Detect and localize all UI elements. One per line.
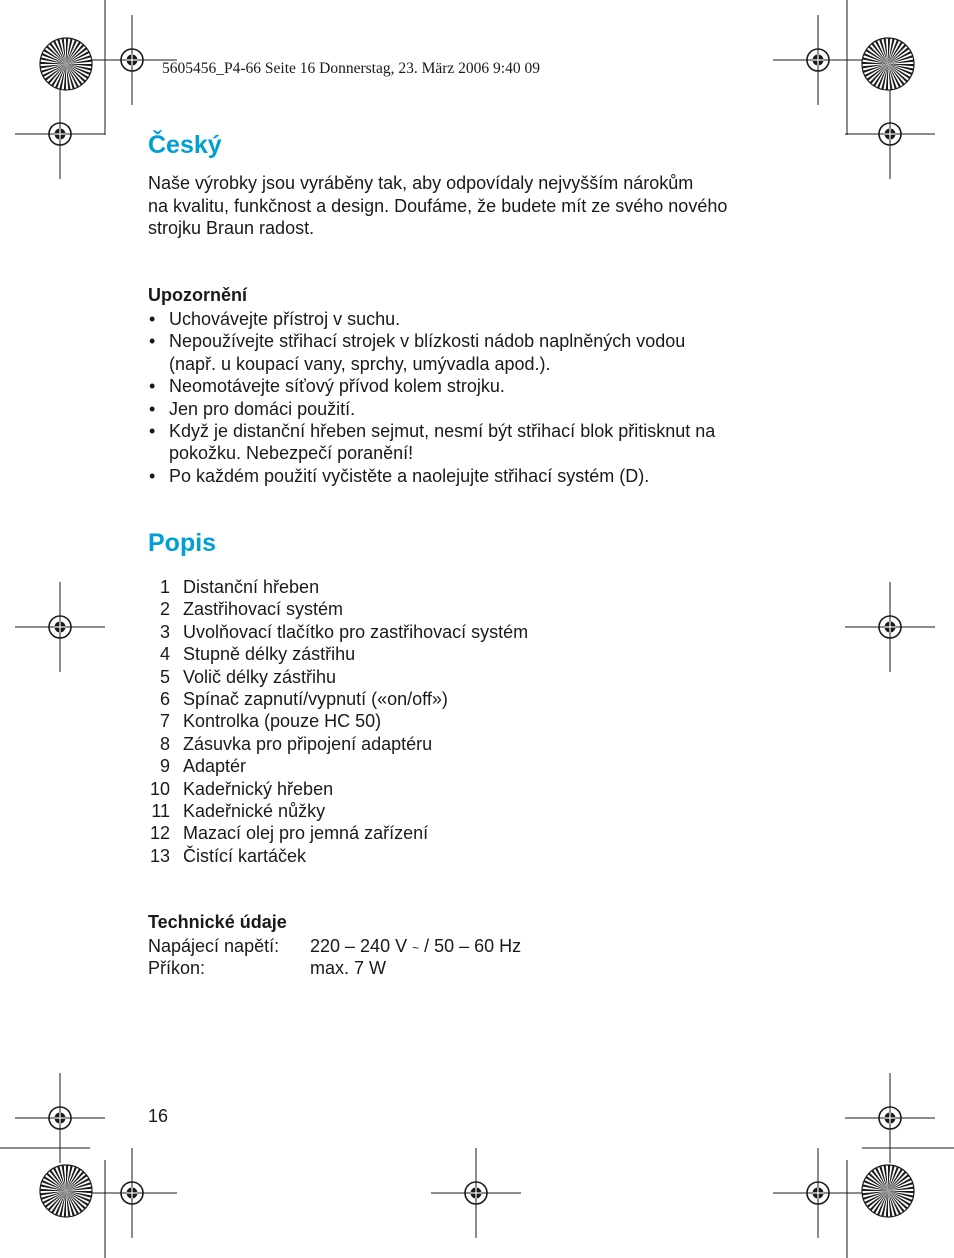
bullet: • bbox=[149, 398, 156, 419]
item-number: 2 bbox=[159, 599, 170, 620]
parts-list bbox=[148, 576, 748, 867]
item-number: 3 bbox=[159, 621, 170, 642]
item-number: 9 bbox=[159, 756, 170, 777]
warning-list bbox=[148, 308, 828, 487]
spec-label: Příkon: bbox=[148, 958, 206, 979]
item-text: Volič délky zástřihu bbox=[183, 666, 337, 687]
item-text: Kadeřnický hřeben bbox=[183, 778, 334, 799]
list-item: • Po každém použití vyčistěte a naolejujte střihací systém (D). bbox=[149, 465, 650, 486]
ac-symbol: ~ bbox=[412, 941, 420, 955]
list-item bbox=[148, 733, 748, 755]
item-number: 12 bbox=[149, 823, 170, 844]
item-text: Kontrolka (pouze HC 50) bbox=[183, 711, 382, 732]
list-item bbox=[148, 710, 748, 732]
list-item bbox=[148, 845, 748, 867]
list-item bbox=[148, 666, 748, 688]
list-item: • Jen pro domáci použití. bbox=[149, 398, 356, 419]
spec-value: max. 7 W bbox=[310, 958, 387, 979]
item-text: Stupně délky zástřihu bbox=[183, 644, 356, 665]
list-item bbox=[148, 822, 748, 844]
list-item bbox=[148, 621, 748, 643]
list-item bbox=[148, 688, 748, 710]
item-number: 5 bbox=[159, 666, 170, 687]
item-text: Kadeřnické nůžky bbox=[183, 800, 326, 821]
list-item bbox=[148, 755, 748, 777]
list-item bbox=[148, 800, 748, 822]
list-item bbox=[148, 643, 748, 665]
section-title-cesky: Český bbox=[148, 131, 222, 159]
intro-line: strojku Braun radost. bbox=[148, 218, 315, 238]
item-number: 13 bbox=[149, 845, 170, 866]
item-number: 4 bbox=[159, 644, 170, 665]
item-text: Uvolňovací tlačítko pro zastřihovací systém bbox=[183, 621, 529, 642]
item-text: Adaptér bbox=[183, 756, 247, 777]
list-item bbox=[148, 598, 748, 620]
bullet: • bbox=[149, 331, 156, 352]
specs-heading: Technické údaje bbox=[148, 912, 287, 932]
item-number: 8 bbox=[159, 733, 170, 754]
item-text: Mazací olej pro jemná zařízení bbox=[183, 823, 429, 844]
star-target-top-right bbox=[862, 38, 914, 90]
bullet: • bbox=[149, 309, 156, 329]
intro-paragraph bbox=[148, 172, 828, 240]
item-number: 10 bbox=[149, 778, 170, 799]
list-item: • Neomotávejte síťový přívod kolem strojku. bbox=[149, 376, 505, 397]
bullet: • bbox=[149, 376, 156, 397]
list-item: • Uchovávejte přístroj v suchu. bbox=[149, 309, 401, 329]
warning-heading: Upozornění bbox=[148, 285, 247, 305]
item-text: Čistící kartáček bbox=[183, 845, 307, 866]
item-text: Zastřihovací systém bbox=[183, 599, 344, 620]
item-number: 6 bbox=[159, 688, 170, 709]
spec-value: 220 – 240 V ~ / 50 – 60 Hz bbox=[310, 936, 522, 956]
star-target-bottom-right bbox=[862, 1165, 914, 1217]
intro-line: Naše výrobky jsou vyráběny tak, aby odpovídaly nejvyšším nárokům bbox=[148, 173, 694, 193]
spec-label: Napájecí napětí: bbox=[148, 936, 280, 956]
bullet: • bbox=[149, 421, 156, 442]
item-number: 1 bbox=[159, 577, 170, 597]
bullet: • bbox=[149, 465, 156, 486]
item-text: Zásuvka pro připojení adaptéru bbox=[183, 733, 433, 754]
star-target-top-left bbox=[40, 38, 92, 90]
item-number: 11 bbox=[151, 800, 170, 821]
item-text: Distanční hřeben bbox=[183, 577, 320, 597]
section-title-popis: Popis bbox=[148, 529, 217, 557]
list-item: • Nepoužívejte střihací strojek v blízkosti nádob naplněných vodou (např. u koupací vany, sprchy, umývadla apod.). bbox=[149, 331, 686, 374]
star-target-bottom-left bbox=[40, 1165, 92, 1217]
list-item: • Když je distanční hřeben sejmut, nesmí být střihací blok přitisknut na pokožku. Nebezpečí poranění! bbox=[149, 421, 716, 464]
page-number: 16 bbox=[148, 1106, 169, 1126]
item-text: Spínač zapnutí/vypnutí («on/off») bbox=[183, 688, 448, 709]
print-slug: 5605456_P4-66 Seite 16 Donnerstag, 23. März 2006 9:40 09 bbox=[162, 60, 540, 77]
list-item bbox=[148, 778, 748, 800]
item-number: 7 bbox=[159, 711, 170, 732]
list-item bbox=[148, 576, 748, 598]
intro-line: na kvalitu, funkčnost a design. Doufáme, že budete mít ze svého nového bbox=[148, 195, 728, 216]
